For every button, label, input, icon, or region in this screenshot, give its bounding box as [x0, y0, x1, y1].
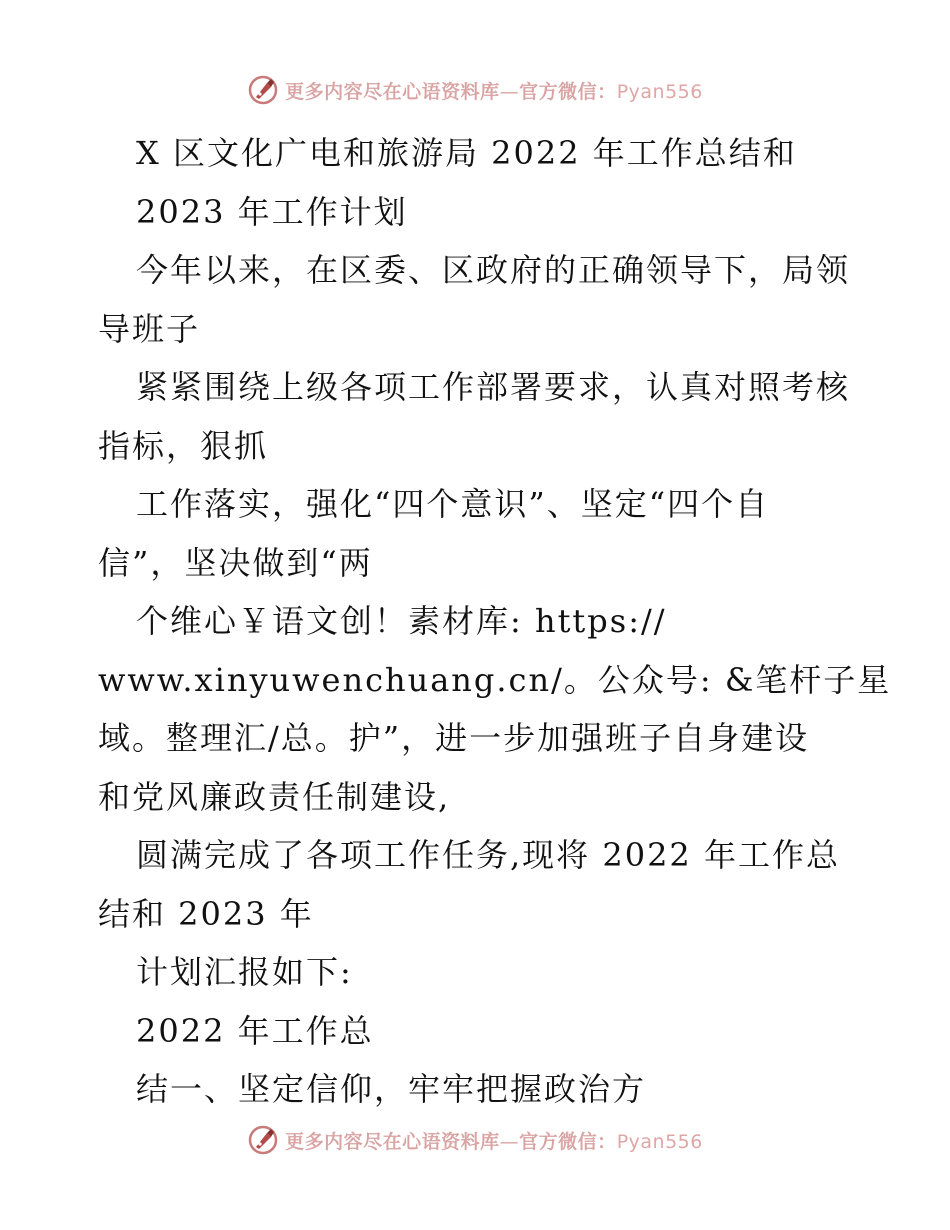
text-line: 2023 年工作计划	[136, 192, 408, 231]
watermark-text: 更多内容尽在心语资料库—官方微信：Pyan556	[285, 80, 703, 103]
text-line: 结和 2023 年	[98, 894, 314, 933]
text-line: 指标，狠抓	[98, 426, 269, 465]
text-line: 和党风廉政责任制建设,	[98, 777, 451, 816]
text-line: X 区文化广电和旅游局 2022 年工作总结和	[136, 134, 797, 172]
watermark-header	[0, 70, 950, 110]
watermark-text: 更多内容尽在心语资料库—官方微信：Pyan556	[285, 1130, 703, 1153]
pen-nib-circle-icon	[247, 1124, 279, 1156]
document-body	[98, 124, 892, 1119]
text-line: www.xinyuwenchuang.cn/。公众号: &笔杆子星	[98, 660, 892, 699]
text-line: 工作落实，强化“四个意识”、坚定“四个自	[136, 485, 770, 523]
text-line: 域。整理汇/总。护”，进一步加强班子自身建设	[98, 719, 810, 757]
text-line: 圆满完成了各项工作任务,现将 2022 年工作总	[136, 836, 840, 874]
text-line: 今年以来，在区委、区政府的正确领导下，局领	[136, 251, 851, 289]
text-line: 2022 年工作总	[136, 1011, 374, 1050]
text-line: 结一、坚定信仰，牢牢把握政治方	[136, 1070, 647, 1108]
text-line: 导班子	[98, 309, 201, 348]
text-line: 计划汇报如下:	[136, 953, 353, 991]
text-line: 个维心￥语文创！素材库: https://	[136, 602, 667, 640]
text-line: 紧紧围绕上级各项工作部署要求，认真对照考核	[136, 368, 851, 406]
text-line: 信”，坚决做到“两	[98, 543, 373, 582]
watermark-footer	[0, 1120, 950, 1160]
pen-nib-circle-icon	[247, 74, 279, 106]
